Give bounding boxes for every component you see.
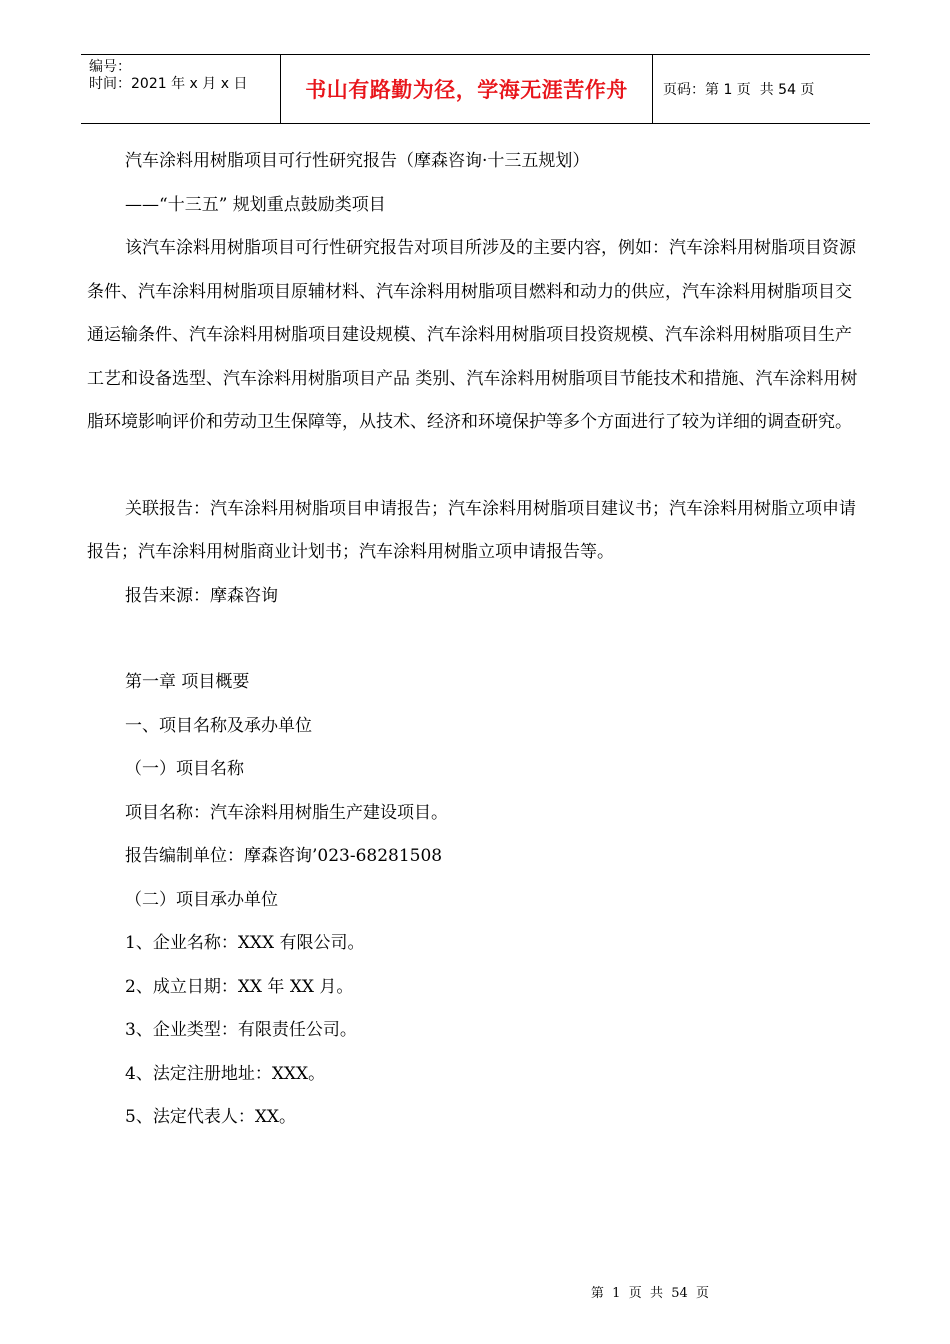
subsection-heading: （二）项目承办单位 [125,889,278,910]
intro-paragraph: 该汽车涂料用树脂项目可行性研究报告对项目所涉及的主要内容，例如：汽车涂料用树脂项目资源条件、汽车涂料用树脂项目原辅材料、汽车涂料用树脂项目燃料和动力的供应，汽车涂料用树脂项目交通运输条件、汽车涂料用树脂项目建设规模、汽车涂料用树脂项目投资规模、汽车涂料用树脂项目生产工艺和设备选型、汽车涂料用树脂项目产品 类别、汽车涂料用树脂项目节能技术和措施、汽车涂料用树脂环境影响评价和劳动卫生保障等，从技术、经济和环境保护等多个方面进行了较为详细的调查研究。 [87,238,858,432]
chapter-heading: 第一章 项目概要 [125,672,250,692]
list-item: 4、法定注册地址：XXX。 [125,1063,326,1084]
document-header [81,54,870,124]
document-body [87,140,863,1140]
project-name-line: 项目名称：汽车涂料用树脂生产建设项目。 [125,802,448,823]
footer-page-number: 第 1 页 共 54 页 [590,1286,710,1301]
section-heading: 一、项目名称及承办单位 [125,715,312,736]
report-subtitle: ——“十三五” 规划重点鼓励类项目 [125,194,386,215]
header-page-label: 页码：第 1 页 共 54 页 [663,82,815,98]
list-item: 1、企业名称：XXX 有限公司。 [125,933,365,953]
document-number-label: 编号： [89,59,131,75]
paragraph-spacer [87,618,863,661]
report-source: 报告来源：摩森咨询 [125,585,278,606]
list-item: 3、企业类型：有限责任公司。 [125,1020,357,1040]
header-motto: 书山有路勤为径，学海无涯苦作舟 [281,55,653,123]
header-page-cell [653,55,870,123]
report-title: 汽车涂料用树脂项目可行性研究报告（摩森咨询·十三五规划） [125,151,590,171]
subsection-heading: （一）项目名称 [125,759,244,779]
list-item: 5、法定代表人：XX。 [125,1107,297,1127]
document-time-label: 时间：2021 年 x 月 x 日 [89,76,248,92]
list-item: 2、成立日期：XX 年 XX 月。 [125,976,354,997]
header-meta-cell [81,55,281,123]
related-reports-paragraph: 关联报告：汽车涂料用树脂项目申请报告；汽车涂料用树脂项目建议书；汽车涂料用树脂立项申请报告；汽车涂料用树脂商业计划书；汽车涂料用树脂立项申请报告等。 [87,498,856,562]
paragraph-spacer [87,445,863,488]
page-footer [0,1282,950,1301]
compiler-line: 报告编制单位：摩森咨询’023-68281508 [125,846,443,866]
